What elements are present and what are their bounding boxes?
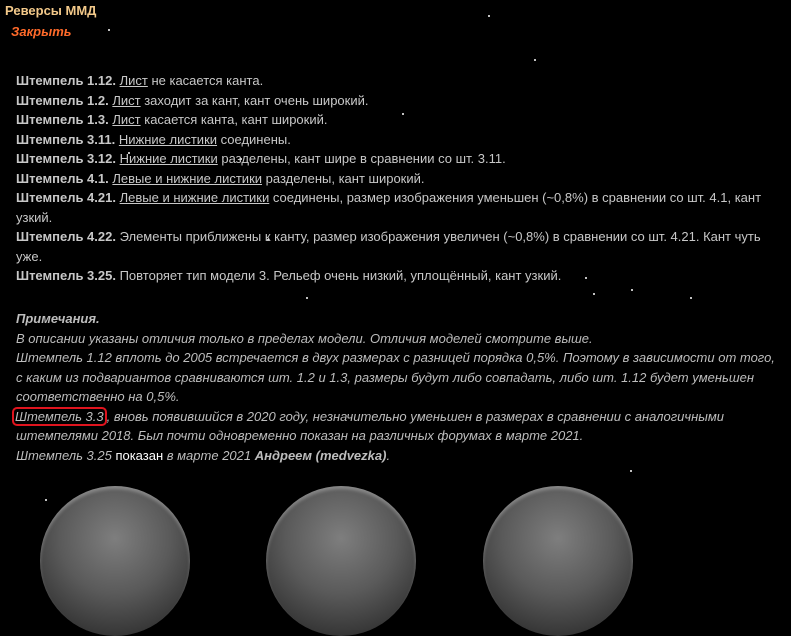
star xyxy=(488,15,490,17)
stamp-item xyxy=(16,91,776,111)
stamp-description: разделены, кант широкий. xyxy=(262,170,425,186)
stamp-name: Штемпель 3.25. xyxy=(16,268,116,283)
stamp-image-link[interactable]: Лист xyxy=(112,92,141,108)
stamp-description: Повторяет тип модели 3. Рельеф очень низкий, уплощённый, кант узкий. xyxy=(115,268,562,283)
stamp-item xyxy=(16,169,776,189)
stamp-image-link[interactable]: Левые и нижние листики xyxy=(112,170,263,186)
stamp-image-link[interactable]: Нижние листики xyxy=(119,151,218,166)
note-line: В описании указаны отличия только в пределах модели. Отличия моделей смотрите выше. xyxy=(16,330,593,346)
stamp-name: Штемпель 4.21. xyxy=(16,190,116,205)
stamp-image-link[interactable]: Нижние листики xyxy=(118,131,218,147)
star xyxy=(45,499,47,501)
notes-section xyxy=(16,309,776,465)
star xyxy=(108,29,110,31)
note-text: , вновь появившийся в 2020 году, незначительно уменьшен в размерах в сравнении с аналогичными штемпелями 2018. Был почти одновременно показан на различных форумах в марте 2021. xyxy=(16,408,724,443)
note-text: Штемпель 3.25 xyxy=(16,447,116,463)
stamp-image-link[interactable]: Лист xyxy=(112,112,141,127)
stamp-item xyxy=(16,188,776,227)
stamp-item xyxy=(16,149,776,169)
star xyxy=(690,297,692,299)
notes-heading: Примечания. xyxy=(16,311,100,326)
page-title: Реверсы ММД xyxy=(5,3,97,18)
stamp-name: Штемпель 4.1. xyxy=(16,170,109,186)
note-line xyxy=(16,407,776,446)
stamp-name: Штемпель 1.12. xyxy=(16,73,116,88)
stamp-item xyxy=(16,110,776,130)
stamp-description: не касается канта. xyxy=(147,73,264,88)
stamp-description: соединены. xyxy=(217,131,291,147)
star xyxy=(630,470,632,472)
close-link[interactable]: Закрыть xyxy=(11,24,72,39)
note-line: Штемпель 1.12 вплоть до 2005 встречается в двух размерах с разницей порядка 0,5%. Поэтому в зависимости от того, с каким из подвариантов сравниваются шт. 1.2 и 1.3, размеры будут либо совпадать, либо шт. 1.12 будет уменьшен соответственно на 0,5%. xyxy=(16,350,775,404)
star xyxy=(534,59,536,61)
stamp-name: Штемпель 1.2. xyxy=(16,92,109,108)
stamp-name: Штемпель 4.22. xyxy=(16,229,116,244)
stamp-name: Штемпель 3.12. xyxy=(16,151,116,166)
stamp-item xyxy=(16,266,776,286)
stamp-description: заходит за кант, кант очень широкий. xyxy=(140,92,369,108)
stamp-item xyxy=(16,130,776,150)
shown-link[interactable]: показан xyxy=(115,447,164,463)
author-name: Андреем (medvezka) xyxy=(254,447,387,463)
note-line xyxy=(16,446,776,466)
highlighted-stamp-name: Штемпель 3.3 xyxy=(12,407,107,426)
star xyxy=(631,289,633,291)
note-text: в марте 2021 xyxy=(163,447,255,463)
stamp-description: касается канта, кант широкий. xyxy=(140,112,328,127)
stamp-description: соединены, размер изображения уменьшен (~0,8%) в сравнении со шт. 4.1, кант узкий. xyxy=(16,190,762,225)
star xyxy=(306,297,308,299)
stamp-item xyxy=(16,227,776,266)
note-text: . xyxy=(386,447,391,463)
stamp-image-link[interactable]: Левые и нижние листики xyxy=(119,190,270,205)
stamp-image-link[interactable]: Лист xyxy=(119,73,148,88)
stamp-item xyxy=(16,71,776,91)
stamp-name: Штемпель 1.3. xyxy=(16,112,109,127)
star xyxy=(593,293,595,295)
stamp-list xyxy=(16,71,776,286)
stamp-name: Штемпель 3.11. xyxy=(16,131,116,147)
stamp-description: разделены, кант шире в сравнении со шт. 3.11. xyxy=(217,151,506,166)
stamp-description: Элементы приближены к канту, размер изображения увеличен (~0,8%) в сравнении со шт. 4.21. Кант чуть уже. xyxy=(16,229,761,264)
